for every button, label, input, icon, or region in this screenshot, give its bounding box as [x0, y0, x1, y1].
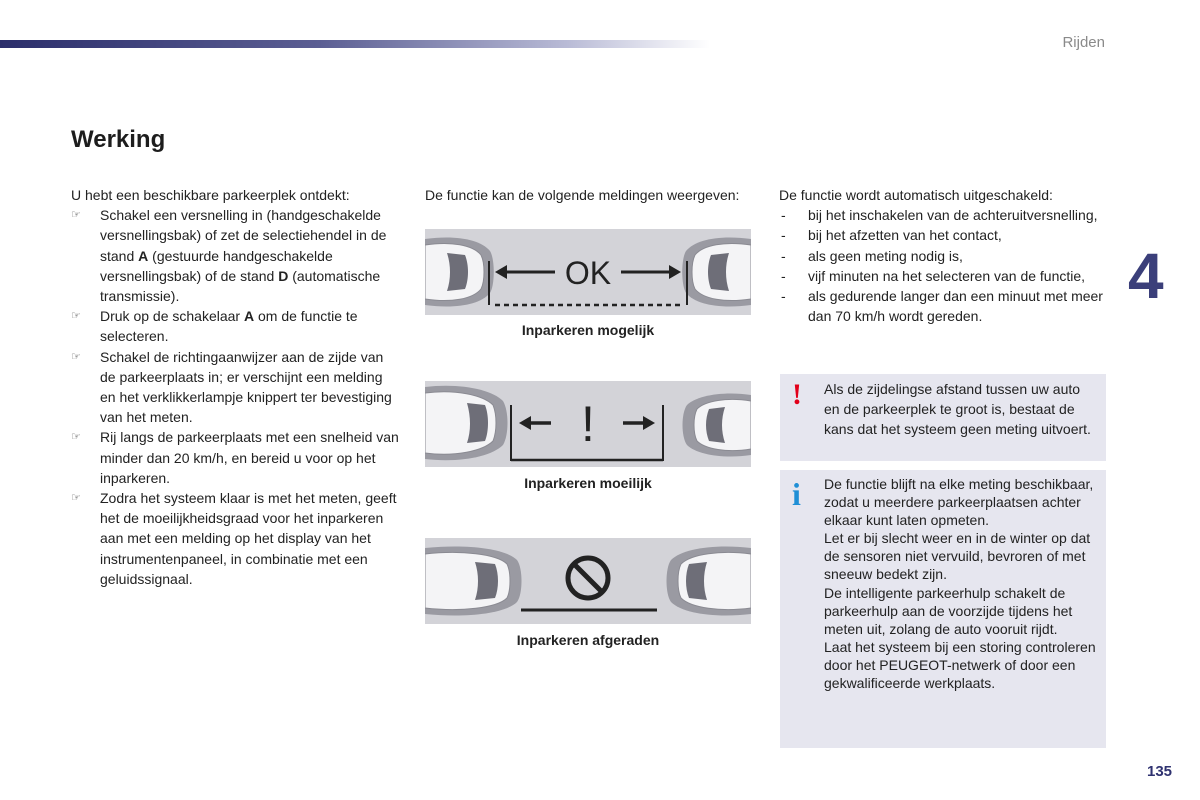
pointing-hand-icon: ☞ — [71, 209, 81, 222]
caption-difficult: Inparkeren moeilijk — [524, 475, 652, 491]
list-item: - bij het inschakelen van de achteruitversnelling, — [781, 207, 1098, 224]
info-paragraph: De intelligente parkeerhulp schakelt de parkeerhulp aan de voorzijde tijdens het meten uit, zolang de auto vooruit rijdt. — [824, 584, 1073, 637]
display-warning-text: ! — [581, 396, 595, 452]
list-item: ☞ Zodra het systeem klaar is met het meten, geeft het de moeilijkheidsgraad voor het inparkeren aan met een melding op het display van het instrumentenpaneel, in combinatie met een geluidssignaal. — [71, 490, 397, 587]
list-item: - vijf minuten na het selecteren van de functie, — [781, 267, 1086, 284]
chapter-number: 4 — [1128, 240, 1164, 312]
info-paragraph: De functie blijft na elke meting beschikbaar, zodat u meerdere parkeerplaatsen achter elkaar kunt laten opmeten. — [824, 476, 1094, 529]
list-item: - bij het afzetten van het contact, — [781, 227, 1002, 244]
instructions-list — [71, 205, 401, 589]
info-icon: i — [792, 476, 801, 512]
exclamation-icon: ! — [792, 378, 802, 411]
info-paragraph: Let er bij slecht weer en in de winter op dat de sensoren niet vervuild, bevroren of met sneeuw bedekt zijn. — [824, 530, 1091, 583]
list-item: ☞ Schakel een versnelling in (handgeschakelde versnellingsbak) of zet de selectiehendel in de stand A (gestuurde handgeschakelde versnellingsbak) of de stand D (automatische transmissie). — [71, 207, 387, 305]
warning-text: Als de zijdelingse afstand tussen uw auto en de parkeerplek te groot is, bestaat de kans dat het systeem geen meting uitvoert. — [824, 381, 1091, 438]
instructions-intro: U hebt een beschikbare parkeerplek ontdekt: — [71, 187, 350, 203]
list-item: ☞ Rij langs de parkeerplaats met een snelheid van minder dan 20 km/h, en bereid u voor op het inparkeren. — [71, 429, 399, 486]
display-ok-text: OK — [564, 255, 612, 291]
list-item: ☞ Druk op de schakelaar A om de functie te selecteren. — [71, 308, 358, 345]
display-panel-ok — [425, 229, 751, 315]
deactivation-list — [779, 205, 1109, 326]
caption-possible: Inparkeren mogelijk — [521, 322, 655, 338]
pointing-hand-icon: ☞ — [71, 310, 81, 323]
pointing-hand-icon: ☞ — [71, 350, 81, 363]
list-item: - als gedurende langer dan een minuut met meer dan 70 km/h wordt gereden. — [781, 288, 1103, 325]
deactivation-column — [779, 185, 1109, 326]
page-title: Werking — [71, 126, 166, 153]
warning-box — [780, 374, 1106, 461]
display-panel-not-advised — [425, 538, 751, 624]
list-item: ☞ Schakel de richtingaanwijzer aan de zijde van de parkeerplaats in; er verschijnt een melding en het verklikkerlampje knippert ter bevestiging van het meten. — [71, 348, 392, 426]
header-gradient-bar — [0, 40, 710, 48]
instructions-column — [71, 185, 401, 589]
info-paragraph: Laat het systeem bij een storing controleren door het PEUGEOT-netwerk of door een gekwalificeerde werkplaats. — [824, 638, 1096, 692]
deactivation-intro: De functie wordt automatisch uitgeschakeld: — [779, 187, 1053, 203]
info-text — [824, 475, 1104, 692]
list-item: - als geen meting nodig is, — [781, 247, 963, 264]
messages-intro: De functie kan de volgende meldingen weergeven: — [425, 187, 740, 203]
pointing-hand-icon: ☞ — [71, 492, 81, 505]
info-box — [780, 470, 1106, 748]
page-number: 135 — [1147, 763, 1173, 780]
section-title: Rijden — [1062, 34, 1105, 51]
display-panel-difficult — [425, 381, 751, 467]
pointing-hand-icon: ☞ — [71, 431, 81, 444]
no-entry-icon — [568, 558, 608, 598]
caption-not-advised: Inparkeren afgeraden — [516, 632, 660, 648]
